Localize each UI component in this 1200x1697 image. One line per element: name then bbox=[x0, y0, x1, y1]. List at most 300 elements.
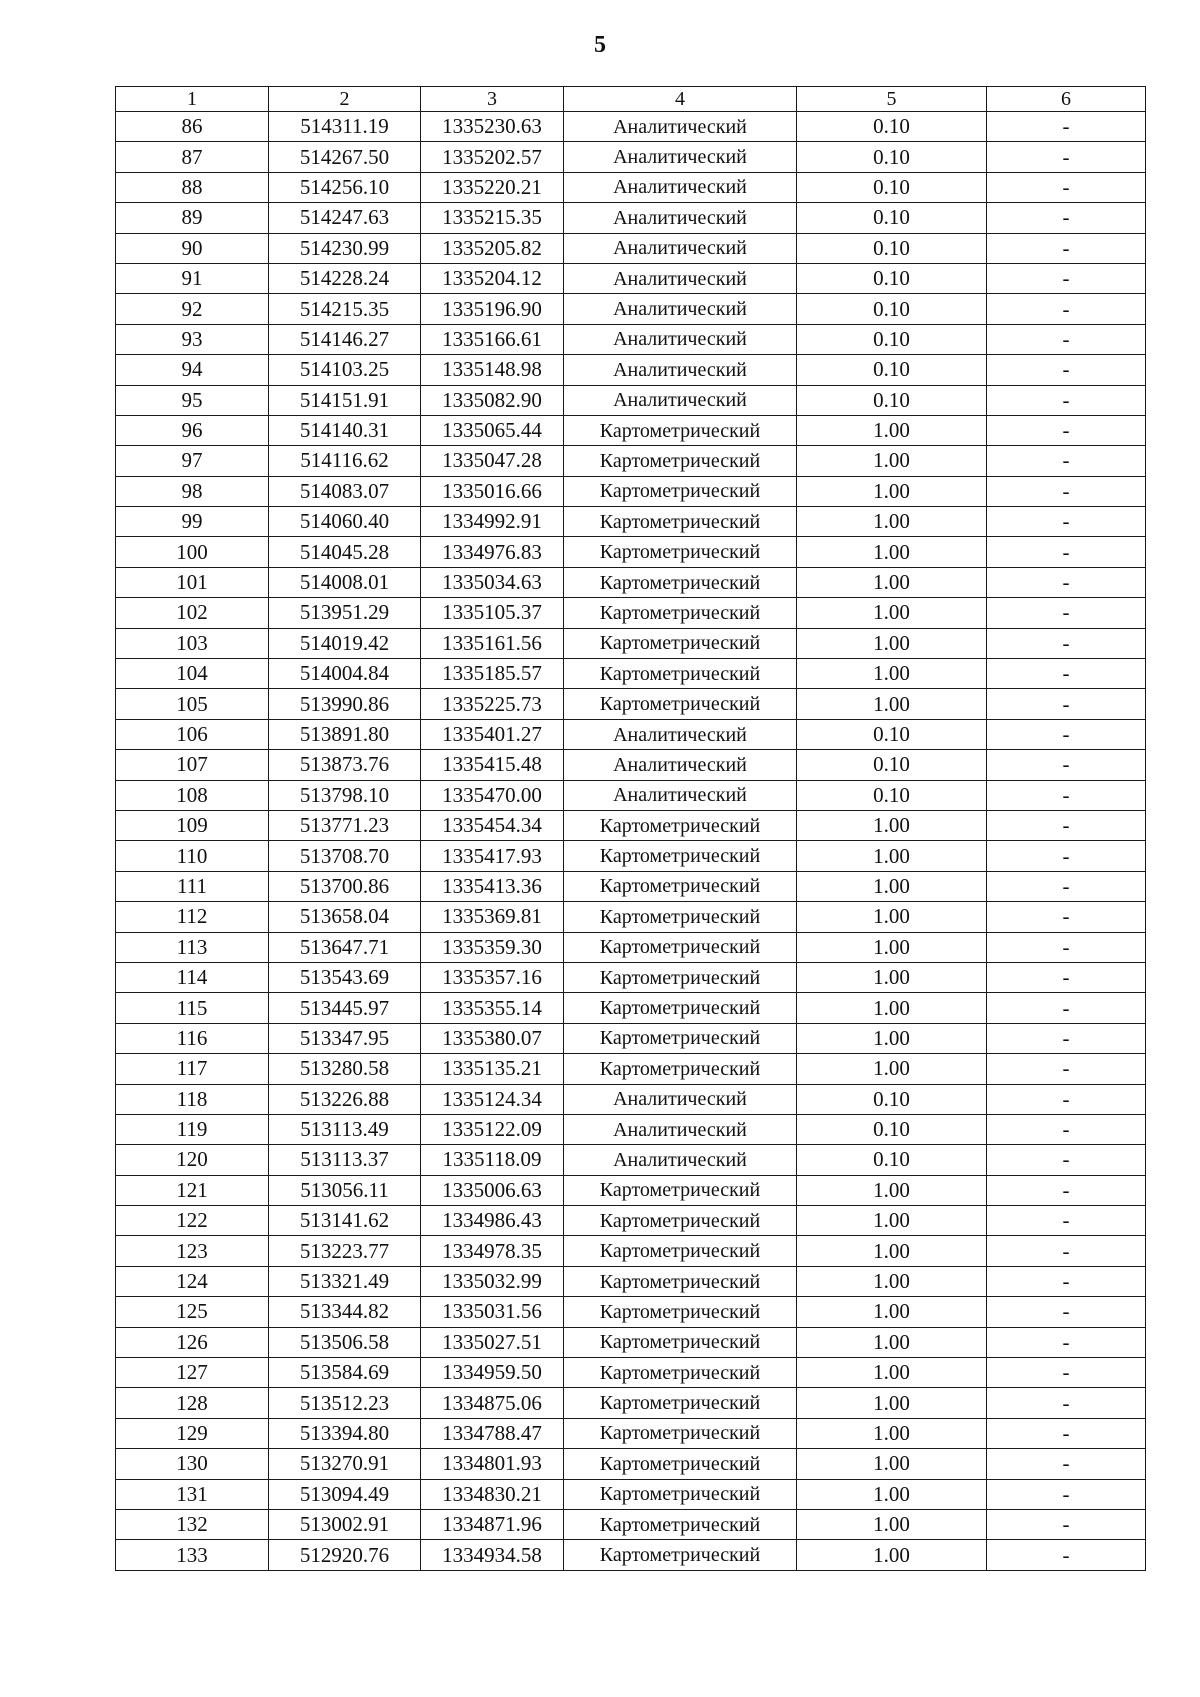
accuracy-cell: 1.00 bbox=[797, 1388, 987, 1418]
table-row bbox=[116, 476, 1146, 506]
note-cell: - bbox=[987, 263, 1146, 293]
method-cell: Картометрический bbox=[564, 446, 797, 476]
header-row bbox=[116, 87, 1146, 112]
accuracy-cell: 1.00 bbox=[797, 841, 987, 871]
method-cell: Аналитический bbox=[564, 203, 797, 233]
note-cell: - bbox=[987, 1449, 1146, 1479]
table-row bbox=[116, 233, 1146, 263]
accuracy-cell: 1.00 bbox=[797, 1418, 987, 1448]
y-coordinate-cell: 1334978.35 bbox=[421, 1236, 564, 1266]
table-row bbox=[116, 1206, 1146, 1236]
table-row bbox=[116, 1479, 1146, 1509]
x-coordinate-cell: 513344.82 bbox=[269, 1297, 421, 1327]
method-cell: Картометрический bbox=[564, 1540, 797, 1570]
note-cell: - bbox=[987, 294, 1146, 324]
x-coordinate-cell: 513113.49 bbox=[269, 1114, 421, 1144]
x-coordinate-cell: 513990.86 bbox=[269, 689, 421, 719]
table-row bbox=[116, 415, 1146, 445]
note-cell: - bbox=[987, 871, 1146, 901]
point-number-cell: 127 bbox=[116, 1358, 269, 1388]
y-coordinate-cell: 1335215.35 bbox=[421, 203, 564, 233]
point-number-cell: 88 bbox=[116, 172, 269, 202]
point-number-cell: 113 bbox=[116, 932, 269, 962]
x-coordinate-cell: 513056.11 bbox=[269, 1175, 421, 1205]
point-number-cell: 109 bbox=[116, 810, 269, 840]
note-cell: - bbox=[987, 1509, 1146, 1539]
y-coordinate-cell: 1335124.34 bbox=[421, 1084, 564, 1114]
y-coordinate-cell: 1335454.34 bbox=[421, 810, 564, 840]
accuracy-cell: 0.10 bbox=[797, 142, 987, 172]
note-cell: - bbox=[987, 598, 1146, 628]
method-cell: Аналитический bbox=[564, 142, 797, 172]
point-number-cell: 91 bbox=[116, 263, 269, 293]
table-row bbox=[116, 1054, 1146, 1084]
table-row bbox=[116, 446, 1146, 476]
y-coordinate-cell: 1335047.28 bbox=[421, 446, 564, 476]
y-coordinate-cell: 1335148.98 bbox=[421, 355, 564, 385]
accuracy-cell: 1.00 bbox=[797, 476, 987, 506]
method-cell: Картометрический bbox=[564, 810, 797, 840]
y-coordinate-cell: 1335006.63 bbox=[421, 1175, 564, 1205]
method-cell: Картометрический bbox=[564, 1418, 797, 1448]
y-coordinate-cell: 1335380.07 bbox=[421, 1023, 564, 1053]
y-coordinate-cell: 1334830.21 bbox=[421, 1479, 564, 1509]
table-row bbox=[116, 719, 1146, 749]
accuracy-cell: 1.00 bbox=[797, 1023, 987, 1053]
method-cell: Картометрический bbox=[564, 567, 797, 597]
x-coordinate-cell: 513891.80 bbox=[269, 719, 421, 749]
accuracy-cell: 1.00 bbox=[797, 993, 987, 1023]
x-coordinate-cell: 513658.04 bbox=[269, 902, 421, 932]
point-number-cell: 131 bbox=[116, 1479, 269, 1509]
point-number-cell: 124 bbox=[116, 1266, 269, 1296]
method-cell: Аналитический bbox=[564, 233, 797, 263]
method-cell: Аналитический bbox=[564, 294, 797, 324]
point-number-cell: 126 bbox=[116, 1327, 269, 1357]
x-coordinate-cell: 513226.88 bbox=[269, 1084, 421, 1114]
point-number-cell: 94 bbox=[116, 355, 269, 385]
point-number-cell: 92 bbox=[116, 294, 269, 324]
point-number-cell: 121 bbox=[116, 1175, 269, 1205]
y-coordinate-cell: 1334788.47 bbox=[421, 1418, 564, 1448]
table-body bbox=[116, 112, 1146, 1571]
y-coordinate-cell: 1335196.90 bbox=[421, 294, 564, 324]
method-cell: Аналитический bbox=[564, 1114, 797, 1144]
point-number-cell: 100 bbox=[116, 537, 269, 567]
point-number-cell: 102 bbox=[116, 598, 269, 628]
note-cell: - bbox=[987, 1540, 1146, 1570]
table-row bbox=[116, 1327, 1146, 1357]
table-row bbox=[116, 1145, 1146, 1175]
accuracy-cell: 1.00 bbox=[797, 1509, 987, 1539]
table-row bbox=[116, 962, 1146, 992]
note-cell: - bbox=[987, 203, 1146, 233]
accuracy-cell: 0.10 bbox=[797, 1084, 987, 1114]
x-coordinate-cell: 514045.28 bbox=[269, 537, 421, 567]
y-coordinate-cell: 1335161.56 bbox=[421, 628, 564, 658]
y-coordinate-cell: 1335401.27 bbox=[421, 719, 564, 749]
accuracy-cell: 0.10 bbox=[797, 203, 987, 233]
y-coordinate-cell: 1334992.91 bbox=[421, 507, 564, 537]
note-cell: - bbox=[987, 1206, 1146, 1236]
table-row bbox=[116, 1114, 1146, 1144]
method-cell: Картометрический bbox=[564, 1175, 797, 1205]
accuracy-cell: 1.00 bbox=[797, 1327, 987, 1357]
point-number-cell: 122 bbox=[116, 1206, 269, 1236]
column-header-4: 4 bbox=[564, 87, 797, 112]
accuracy-cell: 0.10 bbox=[797, 112, 987, 142]
accuracy-cell: 1.00 bbox=[797, 1358, 987, 1388]
note-cell: - bbox=[987, 415, 1146, 445]
method-cell: Картометрический bbox=[564, 1054, 797, 1084]
x-coordinate-cell: 513771.23 bbox=[269, 810, 421, 840]
point-number-cell: 118 bbox=[116, 1084, 269, 1114]
y-coordinate-cell: 1335032.99 bbox=[421, 1266, 564, 1296]
y-coordinate-cell: 1335204.12 bbox=[421, 263, 564, 293]
point-number-cell: 128 bbox=[116, 1388, 269, 1418]
method-cell: Аналитический bbox=[564, 750, 797, 780]
x-coordinate-cell: 513094.49 bbox=[269, 1479, 421, 1509]
accuracy-cell: 0.10 bbox=[797, 780, 987, 810]
table-row bbox=[116, 1023, 1146, 1053]
table-row bbox=[116, 172, 1146, 202]
point-number-cell: 97 bbox=[116, 446, 269, 476]
note-cell: - bbox=[987, 476, 1146, 506]
x-coordinate-cell: 514146.27 bbox=[269, 324, 421, 354]
y-coordinate-cell: 1335122.09 bbox=[421, 1114, 564, 1144]
method-cell: Аналитический bbox=[564, 1145, 797, 1175]
point-number-cell: 117 bbox=[116, 1054, 269, 1084]
y-coordinate-cell: 1335225.73 bbox=[421, 689, 564, 719]
point-number-cell: 96 bbox=[116, 415, 269, 445]
note-cell: - bbox=[987, 446, 1146, 476]
accuracy-cell: 1.00 bbox=[797, 1175, 987, 1205]
table-row bbox=[116, 659, 1146, 689]
table-row bbox=[116, 537, 1146, 567]
y-coordinate-cell: 1335369.81 bbox=[421, 902, 564, 932]
accuracy-cell: 0.10 bbox=[797, 719, 987, 749]
x-coordinate-cell: 513798.10 bbox=[269, 780, 421, 810]
y-coordinate-cell: 1334871.96 bbox=[421, 1509, 564, 1539]
method-cell: Картометрический bbox=[564, 1206, 797, 1236]
accuracy-cell: 1.00 bbox=[797, 659, 987, 689]
accuracy-cell: 1.00 bbox=[797, 507, 987, 537]
accuracy-cell: 0.10 bbox=[797, 324, 987, 354]
method-cell: Картометрический bbox=[564, 537, 797, 567]
x-coordinate-cell: 513347.95 bbox=[269, 1023, 421, 1053]
x-coordinate-cell: 513141.62 bbox=[269, 1206, 421, 1236]
y-coordinate-cell: 1335027.51 bbox=[421, 1327, 564, 1357]
accuracy-cell: 0.10 bbox=[797, 172, 987, 202]
table-row bbox=[116, 1540, 1146, 1570]
method-cell: Картометрический bbox=[564, 1266, 797, 1296]
note-cell: - bbox=[987, 233, 1146, 263]
y-coordinate-cell: 1335034.63 bbox=[421, 567, 564, 597]
x-coordinate-cell: 514247.63 bbox=[269, 203, 421, 233]
method-cell: Аналитический bbox=[564, 324, 797, 354]
x-coordinate-cell: 514230.99 bbox=[269, 233, 421, 263]
method-cell: Картометрический bbox=[564, 902, 797, 932]
method-cell: Картометрический bbox=[564, 1023, 797, 1053]
y-coordinate-cell: 1335413.36 bbox=[421, 871, 564, 901]
x-coordinate-cell: 513002.91 bbox=[269, 1509, 421, 1539]
table-row bbox=[116, 932, 1146, 962]
x-coordinate-cell: 513700.86 bbox=[269, 871, 421, 901]
table-row bbox=[116, 1297, 1146, 1327]
y-coordinate-cell: 1335105.37 bbox=[421, 598, 564, 628]
note-cell: - bbox=[987, 324, 1146, 354]
note-cell: - bbox=[987, 1297, 1146, 1327]
table-row bbox=[116, 1388, 1146, 1418]
note-cell: - bbox=[987, 689, 1146, 719]
note-cell: - bbox=[987, 1358, 1146, 1388]
table-row bbox=[116, 324, 1146, 354]
accuracy-cell: 0.10 bbox=[797, 750, 987, 780]
method-cell: Картометрический bbox=[564, 1358, 797, 1388]
note-cell: - bbox=[987, 1266, 1146, 1296]
y-coordinate-cell: 1334959.50 bbox=[421, 1358, 564, 1388]
y-coordinate-cell: 1335470.00 bbox=[421, 780, 564, 810]
x-coordinate-cell: 514116.62 bbox=[269, 446, 421, 476]
x-coordinate-cell: 513951.29 bbox=[269, 598, 421, 628]
table-row bbox=[116, 1175, 1146, 1205]
point-number-cell: 99 bbox=[116, 507, 269, 537]
table-row bbox=[116, 1236, 1146, 1266]
y-coordinate-cell: 1335185.57 bbox=[421, 659, 564, 689]
x-coordinate-cell: 514256.10 bbox=[269, 172, 421, 202]
y-coordinate-cell: 1335417.93 bbox=[421, 841, 564, 871]
point-number-cell: 115 bbox=[116, 993, 269, 1023]
x-coordinate-cell: 513506.58 bbox=[269, 1327, 421, 1357]
accuracy-cell: 1.00 bbox=[797, 871, 987, 901]
x-coordinate-cell: 513543.69 bbox=[269, 962, 421, 992]
y-coordinate-cell: 1335135.21 bbox=[421, 1054, 564, 1084]
y-coordinate-cell: 1335082.90 bbox=[421, 385, 564, 415]
x-coordinate-cell: 513113.37 bbox=[269, 1145, 421, 1175]
note-cell: - bbox=[987, 1084, 1146, 1114]
method-cell: Картометрический bbox=[564, 871, 797, 901]
method-cell: Картометрический bbox=[564, 1297, 797, 1327]
accuracy-cell: 1.00 bbox=[797, 415, 987, 445]
table-header bbox=[116, 87, 1146, 112]
method-cell: Картометрический bbox=[564, 507, 797, 537]
note-cell: - bbox=[987, 567, 1146, 597]
table-row bbox=[116, 689, 1146, 719]
y-coordinate-cell: 1335205.82 bbox=[421, 233, 564, 263]
note-cell: - bbox=[987, 355, 1146, 385]
note-cell: - bbox=[987, 1175, 1146, 1205]
accuracy-cell: 1.00 bbox=[797, 902, 987, 932]
x-coordinate-cell: 513321.49 bbox=[269, 1266, 421, 1296]
note-cell: - bbox=[987, 1054, 1146, 1084]
point-number-cell: 110 bbox=[116, 841, 269, 871]
x-coordinate-cell: 513873.76 bbox=[269, 750, 421, 780]
method-cell: Картометрический bbox=[564, 659, 797, 689]
x-coordinate-cell: 514004.84 bbox=[269, 659, 421, 689]
accuracy-cell: 1.00 bbox=[797, 567, 987, 597]
column-header-5: 5 bbox=[797, 87, 987, 112]
accuracy-cell: 1.00 bbox=[797, 1540, 987, 1570]
table-row bbox=[116, 142, 1146, 172]
table-row bbox=[116, 507, 1146, 537]
point-number-cell: 106 bbox=[116, 719, 269, 749]
accuracy-cell: 1.00 bbox=[797, 962, 987, 992]
x-coordinate-cell: 513647.71 bbox=[269, 932, 421, 962]
point-number-cell: 129 bbox=[116, 1418, 269, 1448]
table-row bbox=[116, 385, 1146, 415]
table-row bbox=[116, 902, 1146, 932]
point-number-cell: 98 bbox=[116, 476, 269, 506]
y-coordinate-cell: 1335202.57 bbox=[421, 142, 564, 172]
table-row bbox=[116, 1418, 1146, 1448]
note-cell: - bbox=[987, 142, 1146, 172]
method-cell: Картометрический bbox=[564, 689, 797, 719]
method-cell: Аналитический bbox=[564, 780, 797, 810]
accuracy-cell: 0.10 bbox=[797, 355, 987, 385]
note-cell: - bbox=[987, 993, 1146, 1023]
x-coordinate-cell: 514083.07 bbox=[269, 476, 421, 506]
table-row bbox=[116, 871, 1146, 901]
x-coordinate-cell: 514311.19 bbox=[269, 112, 421, 142]
point-number-cell: 123 bbox=[116, 1236, 269, 1266]
accuracy-cell: 0.10 bbox=[797, 294, 987, 324]
column-header-1: 1 bbox=[116, 87, 269, 112]
method-cell: Аналитический bbox=[564, 1084, 797, 1114]
point-number-cell: 101 bbox=[116, 567, 269, 597]
point-number-cell: 108 bbox=[116, 780, 269, 810]
x-coordinate-cell: 514008.01 bbox=[269, 567, 421, 597]
point-number-cell: 93 bbox=[116, 324, 269, 354]
x-coordinate-cell: 513223.77 bbox=[269, 1236, 421, 1266]
method-cell: Картометрический bbox=[564, 841, 797, 871]
method-cell: Картометрический bbox=[564, 415, 797, 445]
x-coordinate-cell: 513708.70 bbox=[269, 841, 421, 871]
method-cell: Аналитический bbox=[564, 385, 797, 415]
accuracy-cell: 1.00 bbox=[797, 1449, 987, 1479]
x-coordinate-cell: 514151.91 bbox=[269, 385, 421, 415]
point-number-cell: 112 bbox=[116, 902, 269, 932]
table-row bbox=[116, 841, 1146, 871]
note-cell: - bbox=[987, 112, 1146, 142]
point-number-cell: 125 bbox=[116, 1297, 269, 1327]
note-cell: - bbox=[987, 1023, 1146, 1053]
table-row bbox=[116, 294, 1146, 324]
y-coordinate-cell: 1335230.63 bbox=[421, 112, 564, 142]
method-cell: Картометрический bbox=[564, 1509, 797, 1539]
accuracy-cell: 1.00 bbox=[797, 1236, 987, 1266]
x-coordinate-cell: 514140.31 bbox=[269, 415, 421, 445]
table-row bbox=[116, 598, 1146, 628]
table-row bbox=[116, 567, 1146, 597]
point-number-cell: 107 bbox=[116, 750, 269, 780]
y-coordinate-cell: 1335359.30 bbox=[421, 932, 564, 962]
method-cell: Картометрический bbox=[564, 993, 797, 1023]
x-coordinate-cell: 513512.23 bbox=[269, 1388, 421, 1418]
y-coordinate-cell: 1335357.16 bbox=[421, 962, 564, 992]
table-row bbox=[116, 1084, 1146, 1114]
note-cell: - bbox=[987, 1327, 1146, 1357]
method-cell: Картометрический bbox=[564, 1327, 797, 1357]
note-cell: - bbox=[987, 902, 1146, 932]
column-header-2: 2 bbox=[269, 87, 421, 112]
y-coordinate-cell: 1335220.21 bbox=[421, 172, 564, 202]
method-cell: Картометрический bbox=[564, 476, 797, 506]
method-cell: Аналитический bbox=[564, 719, 797, 749]
accuracy-cell: 1.00 bbox=[797, 1297, 987, 1327]
point-number-cell: 103 bbox=[116, 628, 269, 658]
x-coordinate-cell: 513280.58 bbox=[269, 1054, 421, 1084]
note-cell: - bbox=[987, 1114, 1146, 1144]
table-row bbox=[116, 263, 1146, 293]
method-cell: Аналитический bbox=[564, 355, 797, 385]
x-coordinate-cell: 514228.24 bbox=[269, 263, 421, 293]
note-cell: - bbox=[987, 1145, 1146, 1175]
point-number-cell: 133 bbox=[116, 1540, 269, 1570]
point-number-cell: 120 bbox=[116, 1145, 269, 1175]
accuracy-cell: 1.00 bbox=[797, 537, 987, 567]
table-row bbox=[116, 355, 1146, 385]
y-coordinate-cell: 1335118.09 bbox=[421, 1145, 564, 1175]
method-cell: Картометрический bbox=[564, 1449, 797, 1479]
point-number-cell: 114 bbox=[116, 962, 269, 992]
method-cell: Аналитический bbox=[564, 112, 797, 142]
point-number-cell: 119 bbox=[116, 1114, 269, 1144]
table-row bbox=[116, 1509, 1146, 1539]
x-coordinate-cell: 513445.97 bbox=[269, 993, 421, 1023]
point-number-cell: 132 bbox=[116, 1509, 269, 1539]
point-number-cell: 90 bbox=[116, 233, 269, 263]
x-coordinate-cell: 514060.40 bbox=[269, 507, 421, 537]
table-row bbox=[116, 203, 1146, 233]
method-cell: Картометрический bbox=[564, 962, 797, 992]
note-cell: - bbox=[987, 385, 1146, 415]
method-cell: Аналитический bbox=[564, 263, 797, 293]
y-coordinate-cell: 1335065.44 bbox=[421, 415, 564, 445]
note-cell: - bbox=[987, 719, 1146, 749]
x-coordinate-cell: 512920.76 bbox=[269, 1540, 421, 1570]
table-row bbox=[116, 993, 1146, 1023]
note-cell: - bbox=[987, 780, 1146, 810]
x-coordinate-cell: 514215.35 bbox=[269, 294, 421, 324]
note-cell: - bbox=[987, 962, 1146, 992]
accuracy-cell: 0.10 bbox=[797, 1145, 987, 1175]
note-cell: - bbox=[987, 1418, 1146, 1448]
method-cell: Картометрический bbox=[564, 628, 797, 658]
accuracy-cell: 1.00 bbox=[797, 1206, 987, 1236]
y-coordinate-cell: 1335355.14 bbox=[421, 993, 564, 1023]
y-coordinate-cell: 1335415.48 bbox=[421, 750, 564, 780]
note-cell: - bbox=[987, 841, 1146, 871]
note-cell: - bbox=[987, 628, 1146, 658]
coordinates-table bbox=[115, 86, 1146, 1571]
note-cell: - bbox=[987, 750, 1146, 780]
point-number-cell: 111 bbox=[116, 871, 269, 901]
method-cell: Картометрический bbox=[564, 598, 797, 628]
point-number-cell: 87 bbox=[116, 142, 269, 172]
point-number-cell: 105 bbox=[116, 689, 269, 719]
x-coordinate-cell: 514019.42 bbox=[269, 628, 421, 658]
table-row bbox=[116, 1358, 1146, 1388]
accuracy-cell: 1.00 bbox=[797, 628, 987, 658]
y-coordinate-cell: 1334801.93 bbox=[421, 1449, 564, 1479]
column-header-6: 6 bbox=[987, 87, 1146, 112]
note-cell: - bbox=[987, 1479, 1146, 1509]
accuracy-cell: 1.00 bbox=[797, 810, 987, 840]
x-coordinate-cell: 514267.50 bbox=[269, 142, 421, 172]
note-cell: - bbox=[987, 810, 1146, 840]
point-number-cell: 130 bbox=[116, 1449, 269, 1479]
y-coordinate-cell: 1335166.61 bbox=[421, 324, 564, 354]
